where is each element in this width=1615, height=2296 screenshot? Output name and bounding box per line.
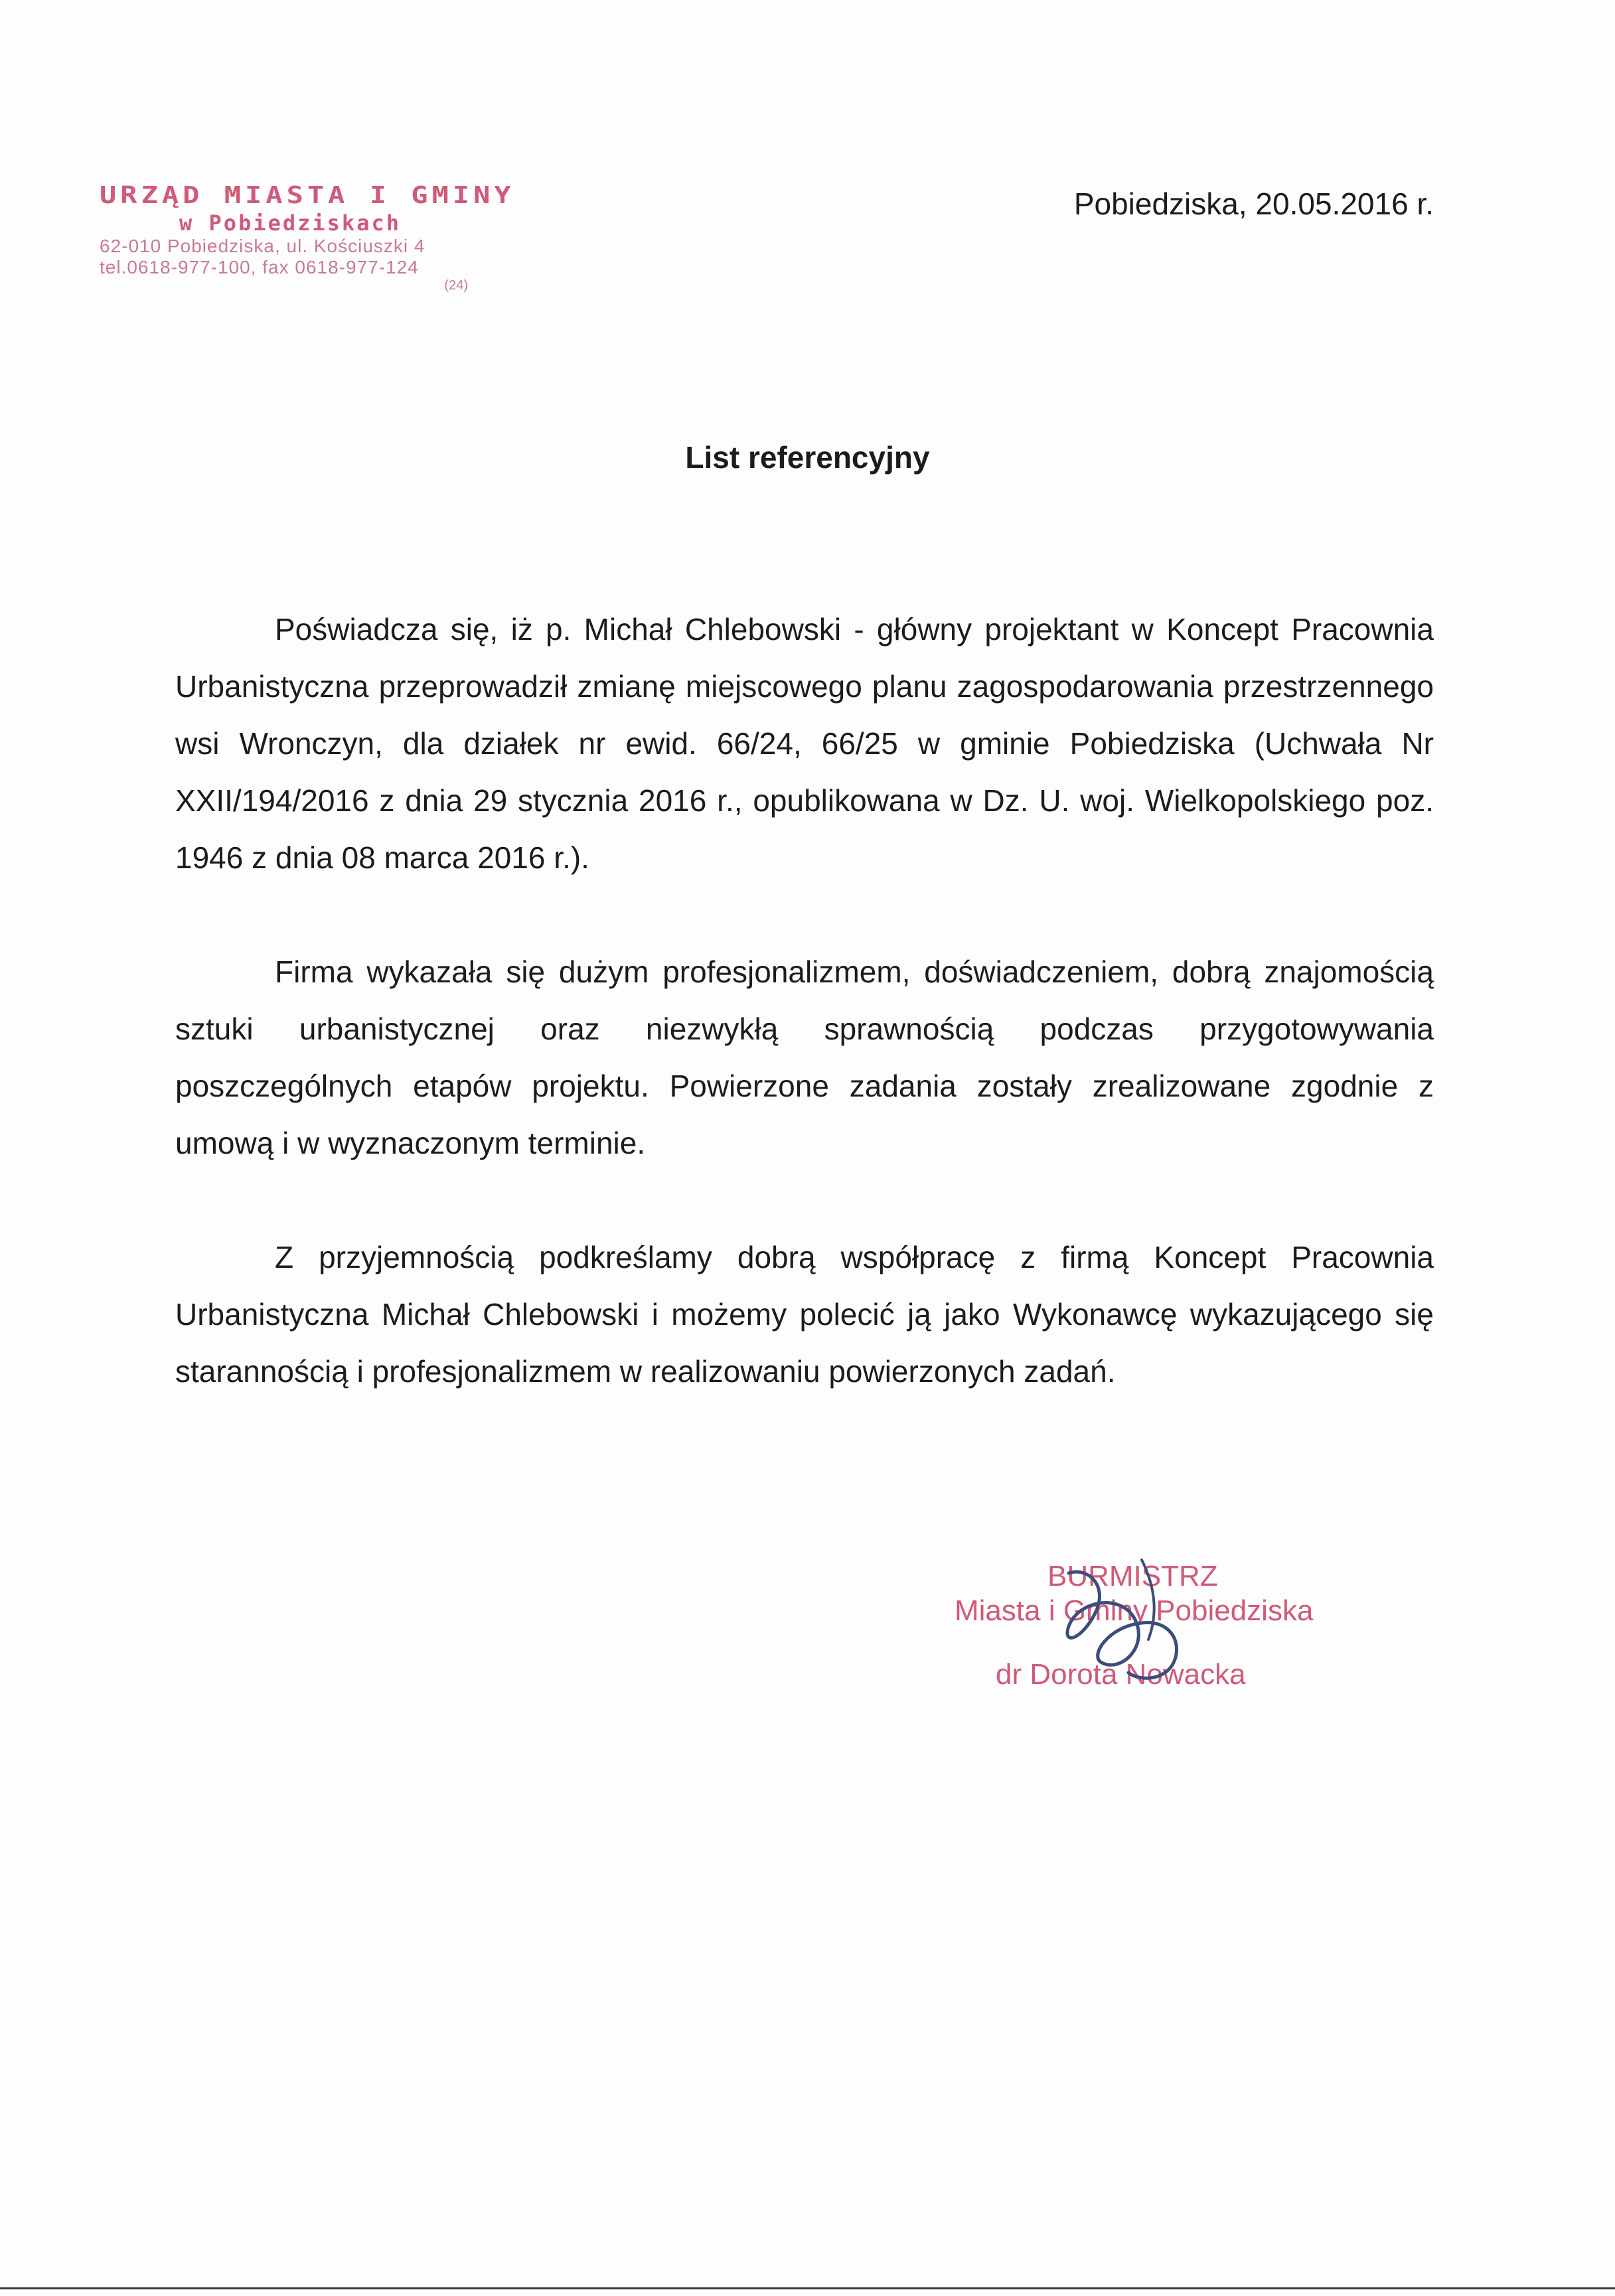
letter-body: [175, 601, 1434, 1457]
office-stamp-name: URZĄD MIASTA I GMINY: [100, 181, 515, 209]
paragraph-1: Poświadcza się, iż p. Michał Chlebowski - główny projektant w Koncept Pracownia Urbanistyczna przeprowadził zmianę miejscowego planu zagospodarowania przestrzennego wsi Wronczyn, dla działek nr ewid. 66/24, 66/25 w gminie Pobiedziska (Uchwała Nr XXII/194/2016 z dnia 29 stycznia 2016 r., opublikowana w Dz. U. woj. Wielkopolskiego poz. 1946 z dnia 08 marca 2016 r.).: [175, 612, 1434, 875]
bottom-rule: [0, 2287, 1615, 2289]
document-title: List referencyjny: [685, 440, 930, 475]
paragraph-2: Firma wykazała się dużym profesjonalizmem, doświadczeniem, dobrą znajomością sztuki urbanistycznej oraz niezwykłą sprawnością podczas przygotowywania poszczególnych etapów projektu. Powierzone zadania zostały zrealizowane zgodnie z umową i w wyznaczonym terminie.: [175, 955, 1434, 1160]
paragraph-3: Z przyjemnością podkreślamy dobrą współpracę z firmą Koncept Pracownia Urbanistyczna Michał Chlebowski i możemy polecić ją jako Wykonawcę wykazującego się starannością i profesjonalizmem w realizowaniu powierzonych zadań.: [175, 1240, 1434, 1389]
office-stamp-address: 62-010 Pobiedziska, ul. Kościuszki 4: [100, 236, 425, 257]
office-stamp-location: w Pobiedziskach: [179, 210, 401, 236]
office-stamp-phone: tel.0618-977-100, fax 0618-977-124: [100, 257, 419, 278]
office-stamp: [100, 179, 515, 293]
mayor-stamp-title: BURMISTRZ: [1047, 1560, 1218, 1592]
office-stamp-code: (24): [444, 278, 468, 293]
place-date: Pobiedziska, 20.05.2016 r.: [1073, 187, 1434, 221]
handwritten-signature: [1042, 1547, 1201, 1713]
mayor-stamp-name: dr Dorota Nowacka: [996, 1658, 1246, 1691]
mayor-stamp-office: Miasta i Gminy Pobiedziska: [955, 1594, 1314, 1627]
